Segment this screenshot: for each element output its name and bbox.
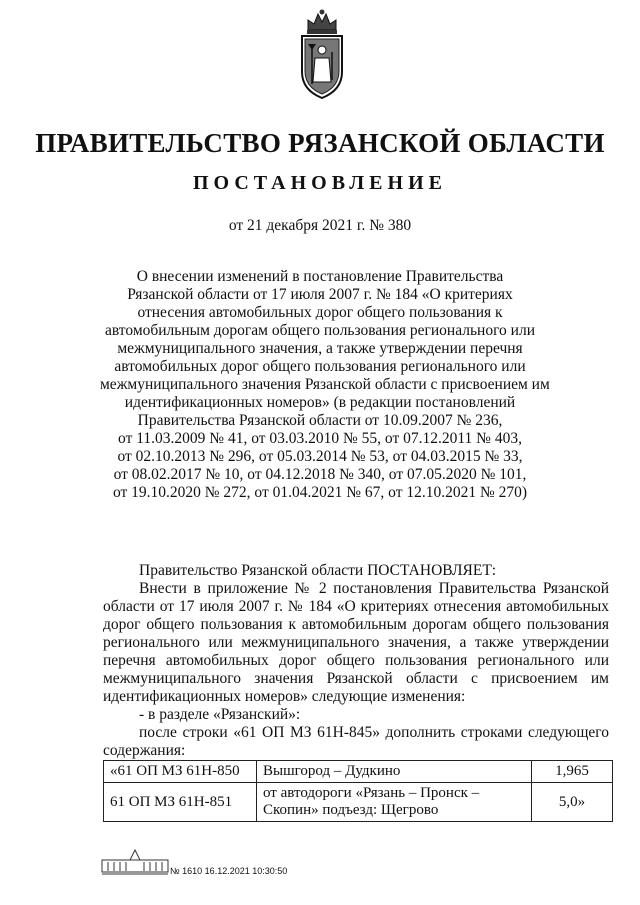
- decree-line: Правительство Рязанской области ПОСТАНОВЛЯЕТ:: [139, 562, 497, 579]
- road-name-cell: [257, 783, 532, 822]
- roads-table: [103, 760, 613, 822]
- section-line: - в разделе «Рязанский»:: [139, 706, 301, 723]
- subject-line: от 08.02.2017 № 10, от 04.12.2018 № 340, от 07.05.2020 № 101,: [113, 466, 527, 483]
- paragraph-line: регионального или межмуниципального значения, а также утверждении: [103, 634, 609, 651]
- road-length-cell: 5,0»: [532, 783, 613, 822]
- subject-line: межмуниципального значения Рязанской области с присвоением им: [100, 376, 550, 393]
- registration-stamp: № 1610 16.12.2021 10:30:50: [170, 866, 288, 876]
- paragraph-line: области от 17 июля 2007 г. № 184 «О критериях отнесения автомобильных: [103, 598, 609, 615]
- document-date-number: от 21 декабря 2021 г. № 380: [228, 217, 412, 234]
- after-line: содержания:: [103, 742, 186, 759]
- document-subject: [100, 268, 550, 502]
- subject-line: автомобильных дорог общего пользования регионального или: [114, 358, 526, 375]
- document-type: ПОСТАНОВЛЕНИЕ: [193, 172, 447, 194]
- road-name-line: от автодороги «Рязань – Пронск –: [263, 785, 480, 801]
- after-line: после строки «61 ОП МЗ 61Н-845» дополнить строками следующего: [139, 724, 609, 741]
- table-row: [104, 761, 613, 783]
- paragraph-line: Внести в приложение № 2 постановления Правительства Рязанской: [139, 580, 609, 597]
- road-id-cell: 61 ОП МЗ 61Н-851: [104, 783, 257, 822]
- document-body: [103, 562, 609, 760]
- coat-of-arms-emblem: [294, 8, 350, 100]
- subject-line: от 02.10.2013 № 296, от 05.03.2014 № 53, от 04.03.2015 № 33,: [117, 448, 523, 465]
- road-length-cell: 1,965: [532, 761, 613, 783]
- subject-line: Рязанской области от 17 июля 2007 г. № 184 «О критериях: [127, 286, 513, 303]
- subject-line: О внесении изменений в постановление Правительства: [136, 268, 504, 285]
- subject-line: Правительства Рязанской области от 10.09.2007 № 236,: [137, 412, 503, 429]
- subject-line: идентификационных номеров» (в редакции постановлений: [124, 394, 516, 411]
- road-name-line: Скопин» подъезд: Щегрово: [263, 802, 439, 818]
- table-row: [104, 783, 613, 822]
- organization-title: ПРАВИТЕЛЬСТВО РЯЗАНСКОЙ ОБЛАСТИ: [35, 128, 605, 158]
- subject-line: автомобильным дорогам общего пользования регионального или: [104, 322, 535, 339]
- subject-line: от 19.10.2020 № 272, от 01.04.2021 № 67, от 12.10.2021 № 270): [112, 484, 528, 501]
- paragraph-line: идентификационных номеров» следующие изменения:: [103, 688, 466, 705]
- paragraph-line: дорог общего пользования к автомобильным дорогам общего пользования: [103, 616, 609, 633]
- paragraph-line: перечня автомобильных дорог общего пользования регионального или: [103, 652, 609, 669]
- paragraph-line: межмуниципального значения Рязанской области с присвоением им: [103, 670, 609, 687]
- subject-line: от 11.03.2009 № 41, от 03.03.2010 № 55, от 07.12.2011 № 403,: [118, 430, 522, 447]
- subject-line: межмуниципального значения, а также утверждении перечня: [117, 340, 523, 357]
- building-stamp-icon: [100, 846, 170, 876]
- subject-line: отнесения автомобильных дорог общего пользования к: [137, 304, 503, 321]
- road-id-cell: «61 ОП МЗ 61Н-850: [104, 761, 257, 783]
- road-name-cell: Вышгород – Дудкино: [257, 761, 532, 783]
